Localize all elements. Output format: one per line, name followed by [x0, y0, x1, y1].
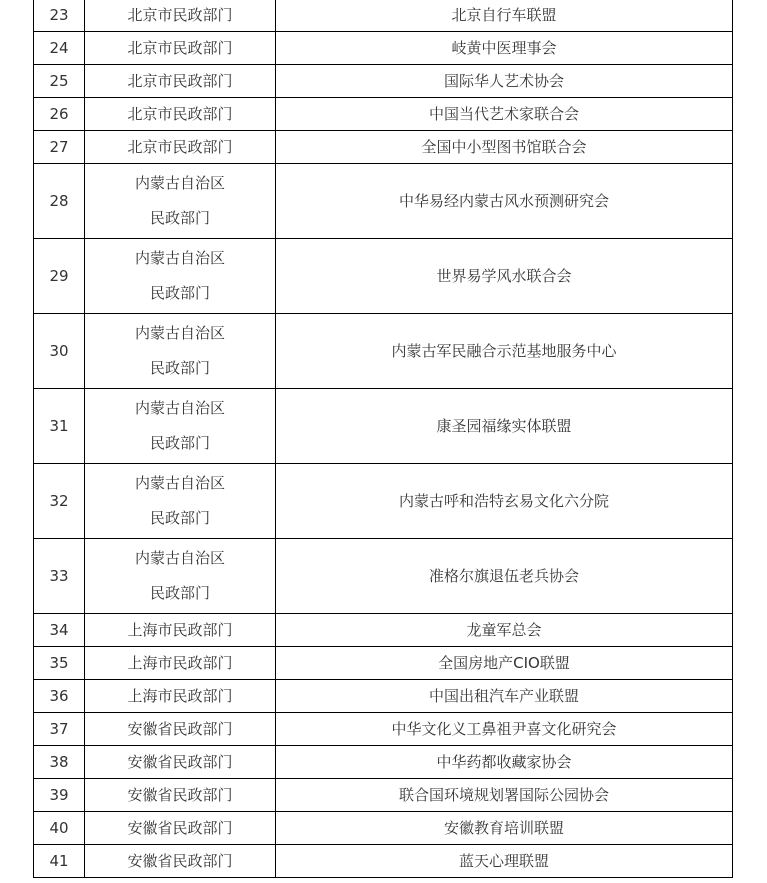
row-number-cell: 41	[34, 845, 85, 878]
row-number-cell: 27	[34, 131, 85, 164]
department-line-1: 内蒙古自治区	[134, 399, 225, 417]
department-cell: 北京市民政部门	[85, 98, 276, 131]
table-row	[34, 131, 733, 164]
department-cell: 安徽省民政部门	[85, 746, 276, 779]
department-line-2: 民政部门	[149, 284, 210, 302]
organization-cell: 国际华人艺术协会	[276, 65, 733, 98]
row-number-cell: 32	[34, 464, 85, 539]
organization-cell: 全国中小型图书馆联合会	[276, 131, 733, 164]
organization-cell: 蓝天心理联盟	[276, 845, 733, 878]
organization-cell: 世界易学风水联合会	[276, 239, 733, 314]
row-number-cell: 25	[34, 65, 85, 98]
department-cell: 安徽省民政部门	[85, 713, 276, 746]
department-cell	[85, 164, 276, 239]
table-body	[34, 0, 733, 878]
table-row	[34, 314, 733, 389]
table-row	[34, 389, 733, 464]
table-row	[34, 239, 733, 314]
row-number-cell: 31	[34, 389, 85, 464]
table-row	[34, 464, 733, 539]
department-cell: 北京市民政部门	[85, 0, 276, 32]
department-cell	[85, 389, 276, 464]
table-row	[34, 845, 733, 878]
row-number-cell: 34	[34, 614, 85, 647]
table-row	[34, 32, 733, 65]
organization-cell: 准格尔旗退伍老兵协会	[276, 539, 733, 614]
department-cell: 上海市民政部门	[85, 647, 276, 680]
row-number-cell: 24	[34, 32, 85, 65]
organization-cell: 联合国环境规划署国际公园协会	[276, 779, 733, 812]
row-number-cell: 40	[34, 812, 85, 845]
table-row	[34, 779, 733, 812]
organization-cell: 龙童军总会	[276, 614, 733, 647]
organization-table	[33, 0, 733, 878]
table-row	[34, 614, 733, 647]
organization-cell: 内蒙古军民融合示范基地服务中心	[276, 314, 733, 389]
organization-cell: 中华药都收藏家协会	[276, 746, 733, 779]
department-line-1: 内蒙古自治区	[134, 174, 225, 192]
organization-cell: 北京自行车联盟	[276, 0, 733, 32]
organization-cell: 中国当代艺术家联合会	[276, 98, 733, 131]
department-line-2: 民政部门	[149, 584, 210, 602]
row-number-cell: 29	[34, 239, 85, 314]
table-row	[34, 539, 733, 614]
row-number-cell: 23	[34, 0, 85, 32]
organization-cell: 内蒙古呼和浩特玄易文化六分院	[276, 464, 733, 539]
department-line-1: 内蒙古自治区	[134, 474, 225, 492]
table-row	[34, 746, 733, 779]
table-row	[34, 0, 733, 32]
department-line-1: 内蒙古自治区	[134, 249, 225, 267]
row-number-cell: 28	[34, 164, 85, 239]
department-cell: 北京市民政部门	[85, 131, 276, 164]
table-row	[34, 65, 733, 98]
table-row	[34, 713, 733, 746]
department-line-2: 民政部门	[149, 359, 210, 377]
department-line-1: 内蒙古自治区	[134, 549, 225, 567]
department-line-1: 内蒙古自治区	[134, 324, 225, 342]
row-number-cell: 39	[34, 779, 85, 812]
department-cell: 北京市民政部门	[85, 65, 276, 98]
department-line-2: 民政部门	[149, 434, 210, 452]
organization-cell: 安徽教育培训联盟	[276, 812, 733, 845]
row-number-cell: 30	[34, 314, 85, 389]
department-cell	[85, 539, 276, 614]
table-row	[34, 812, 733, 845]
row-number-cell: 38	[34, 746, 85, 779]
organization-cell: 岐黄中医理事会	[276, 32, 733, 65]
department-line-2: 民政部门	[149, 209, 210, 227]
department-cell: 上海市民政部门	[85, 680, 276, 713]
department-cell	[85, 239, 276, 314]
row-number-cell: 37	[34, 713, 85, 746]
table-row	[34, 680, 733, 713]
department-cell: 安徽省民政部门	[85, 812, 276, 845]
organization-cell: 全国房地产CIO联盟	[276, 647, 733, 680]
organization-cell: 康圣园福缘实体联盟	[276, 389, 733, 464]
department-cell	[85, 314, 276, 389]
department-cell: 安徽省民政部门	[85, 845, 276, 878]
department-cell: 北京市民政部门	[85, 32, 276, 65]
organization-cell: 中华文化义工鼻祖尹喜文化研究会	[276, 713, 733, 746]
organization-cell: 中华易经内蒙古风水预测研究会	[276, 164, 733, 239]
organization-cell: 中国出租汽车产业联盟	[276, 680, 733, 713]
table-row	[34, 98, 733, 131]
department-cell: 上海市民政部门	[85, 614, 276, 647]
department-line-2: 民政部门	[149, 509, 210, 527]
row-number-cell: 26	[34, 98, 85, 131]
department-cell	[85, 464, 276, 539]
row-number-cell: 35	[34, 647, 85, 680]
table-row	[34, 647, 733, 680]
row-number-cell: 33	[34, 539, 85, 614]
department-cell: 安徽省民政部门	[85, 779, 276, 812]
table-row	[34, 164, 733, 239]
row-number-cell: 36	[34, 680, 85, 713]
